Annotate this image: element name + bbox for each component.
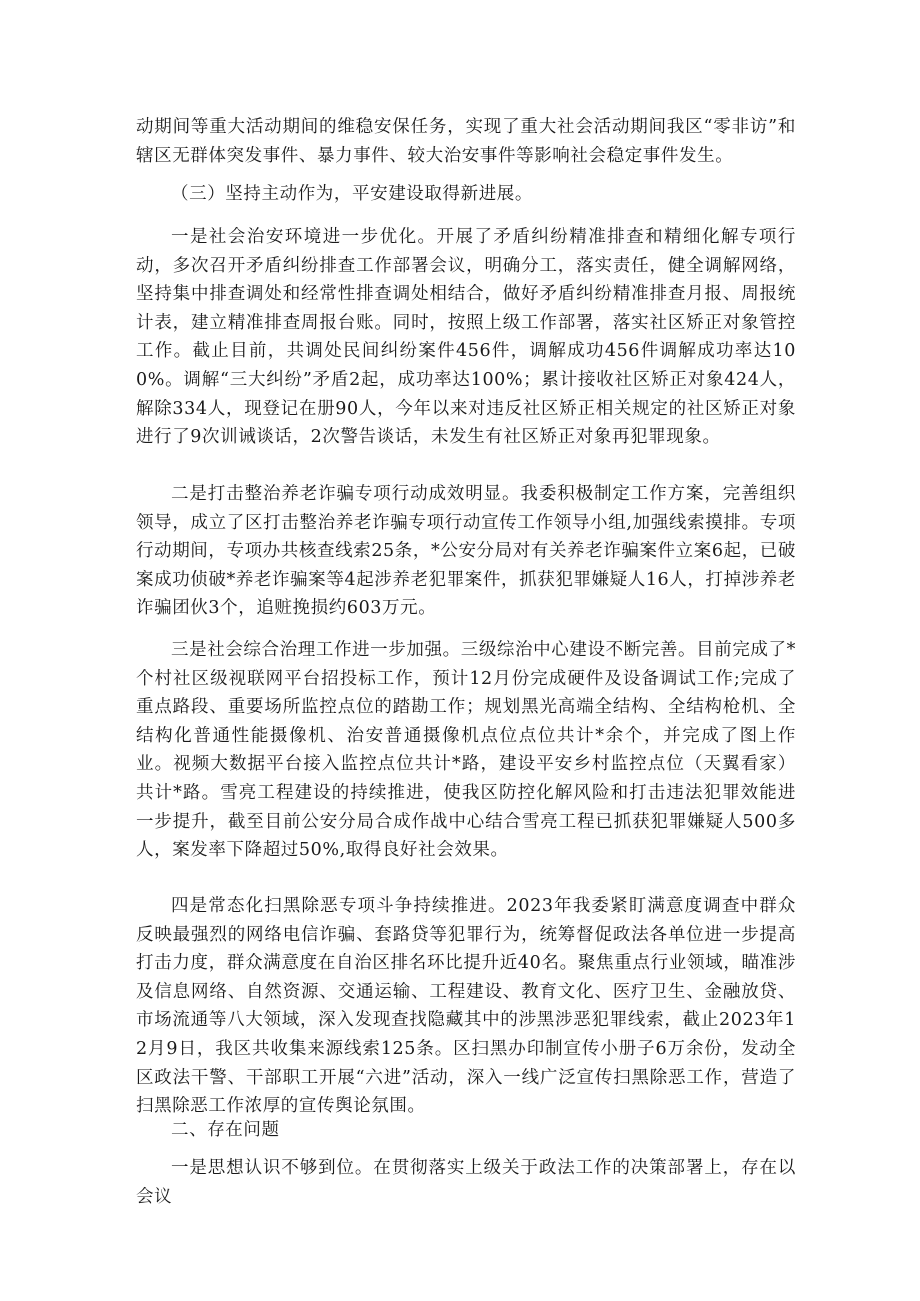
paragraph-anti-gang: 四是常态化扫黑除恶专项斗争持续推进。2023年我委紧盯满意度调查中群众反映最强烈的网络电信诈骗、套路贷等犯罪行为，统筹督促政法各单位进一步提高打击力度，群众满意度在自治区排名环比提升近40名。聚焦重点行业领域，瞄准涉及信息网络、自然资源、交通运输、工程建设、教育文化、医疗卫生、金融放贷、市场流通等八大领域，深入发现查找隐藏其中的涉黑涉恶犯罪线索，截止2023年12月9日，我区共收集来源线索125条。区扫黑办印制宣传小册子6万余份，发动全区政法干警、干部职工开展“六进”活动，深入一线广泛宣传扫黑除恶工作，营造了扫黑除恶工作浓厚的宣传舆论氛围。 [136, 896, 796, 1117]
paragraph-problem-1: 一是思想认识不够到位。在贯彻落实上级关于政法工作的决策部署上，存在以会议 [136, 1158, 796, 1207]
paragraph-continuation: 动期间等重大活动期间的维稳安保任务，实现了重大社会活动期间我区“零非访”和辖区无群体突发事件、暴力事件、较大治安事件等影响社会稳定事件发生。 [136, 117, 796, 166]
paragraph-public-security: 一是社会治安环境进一步优化。开展了矛盾纠纷精准排查和精细化解专项行动，多次召开矛盾纠纷排查工作部署会议，明确分工，落实责任，健全调解网络，坚持集中排查调处和经常性排查调处相结合，做好矛盾纠纷精准排查月报、周报统计表，建立精准排查周报台账。同时，按照上级工作部署，落实社区矫正对象管控工作。截止目前，共调处民间纠纷案件456件，调解成功456件调解成功率达100%。调解“三大纠纷”矛盾2起，成功率达100%；累计接收社区矫正对象424人，解除334人，现登记在册90人，今年以来对违反社区矫正相关规定的社区矫正对象进行了9次训诫谈话，2次警告谈话，未发生有社区矫正对象再犯罪现象。 [136, 227, 796, 448]
section-heading-3: （三）坚持主动作为，平安建设取得新进展。 [171, 184, 533, 204]
paragraph-elderly-fraud: 二是打击整治养老诈骗专项行动成效明显。我委积极制定工作方案，完善组织领导，成立了区打击整治养老诈骗专项行动宣传工作领导小组,加强线索摸排。专项行动期间，专项办共核查线索25条，*公安分局对有关养老诈骗案件立案6起，已破案成功侦破*养老诈骗案等4起涉养老犯罪案件，抓获犯罪嫌疑人16人，打掉涉养老诈骗团伙3个，追赃挽损约603万元。 [136, 484, 796, 619]
paragraph-comprehensive-governance: 三是社会综合治理工作进一步加强。三级综治中心建设不断完善。目前完成了*个村社区级视联网平台招投标工作，预计12月份完成硬件及设备调试工作;完成了重点路段、重要场所监控点位的踏勘工作；规划黑光高端全结构、全结构枪机、全结构化普通性能摄像机、治安普通摄像机点位点位共计*余个，并完成了图上作业。视频大数据平台接入监控点位共计*路，建设平安乡村监控点位（天翼看家）共计*路。雪亮工程建设的持续推进，使我区防控化解风险和打击违法犯罪效能进一步提升，截至目前公安分局合成作战中心结合雪亮工程已抓获犯罪嫌疑人500多人，案发率下降超过50%,取得良好社会效果。 [136, 640, 796, 861]
section-heading-problems: 二、存在问题 [171, 1120, 280, 1140]
